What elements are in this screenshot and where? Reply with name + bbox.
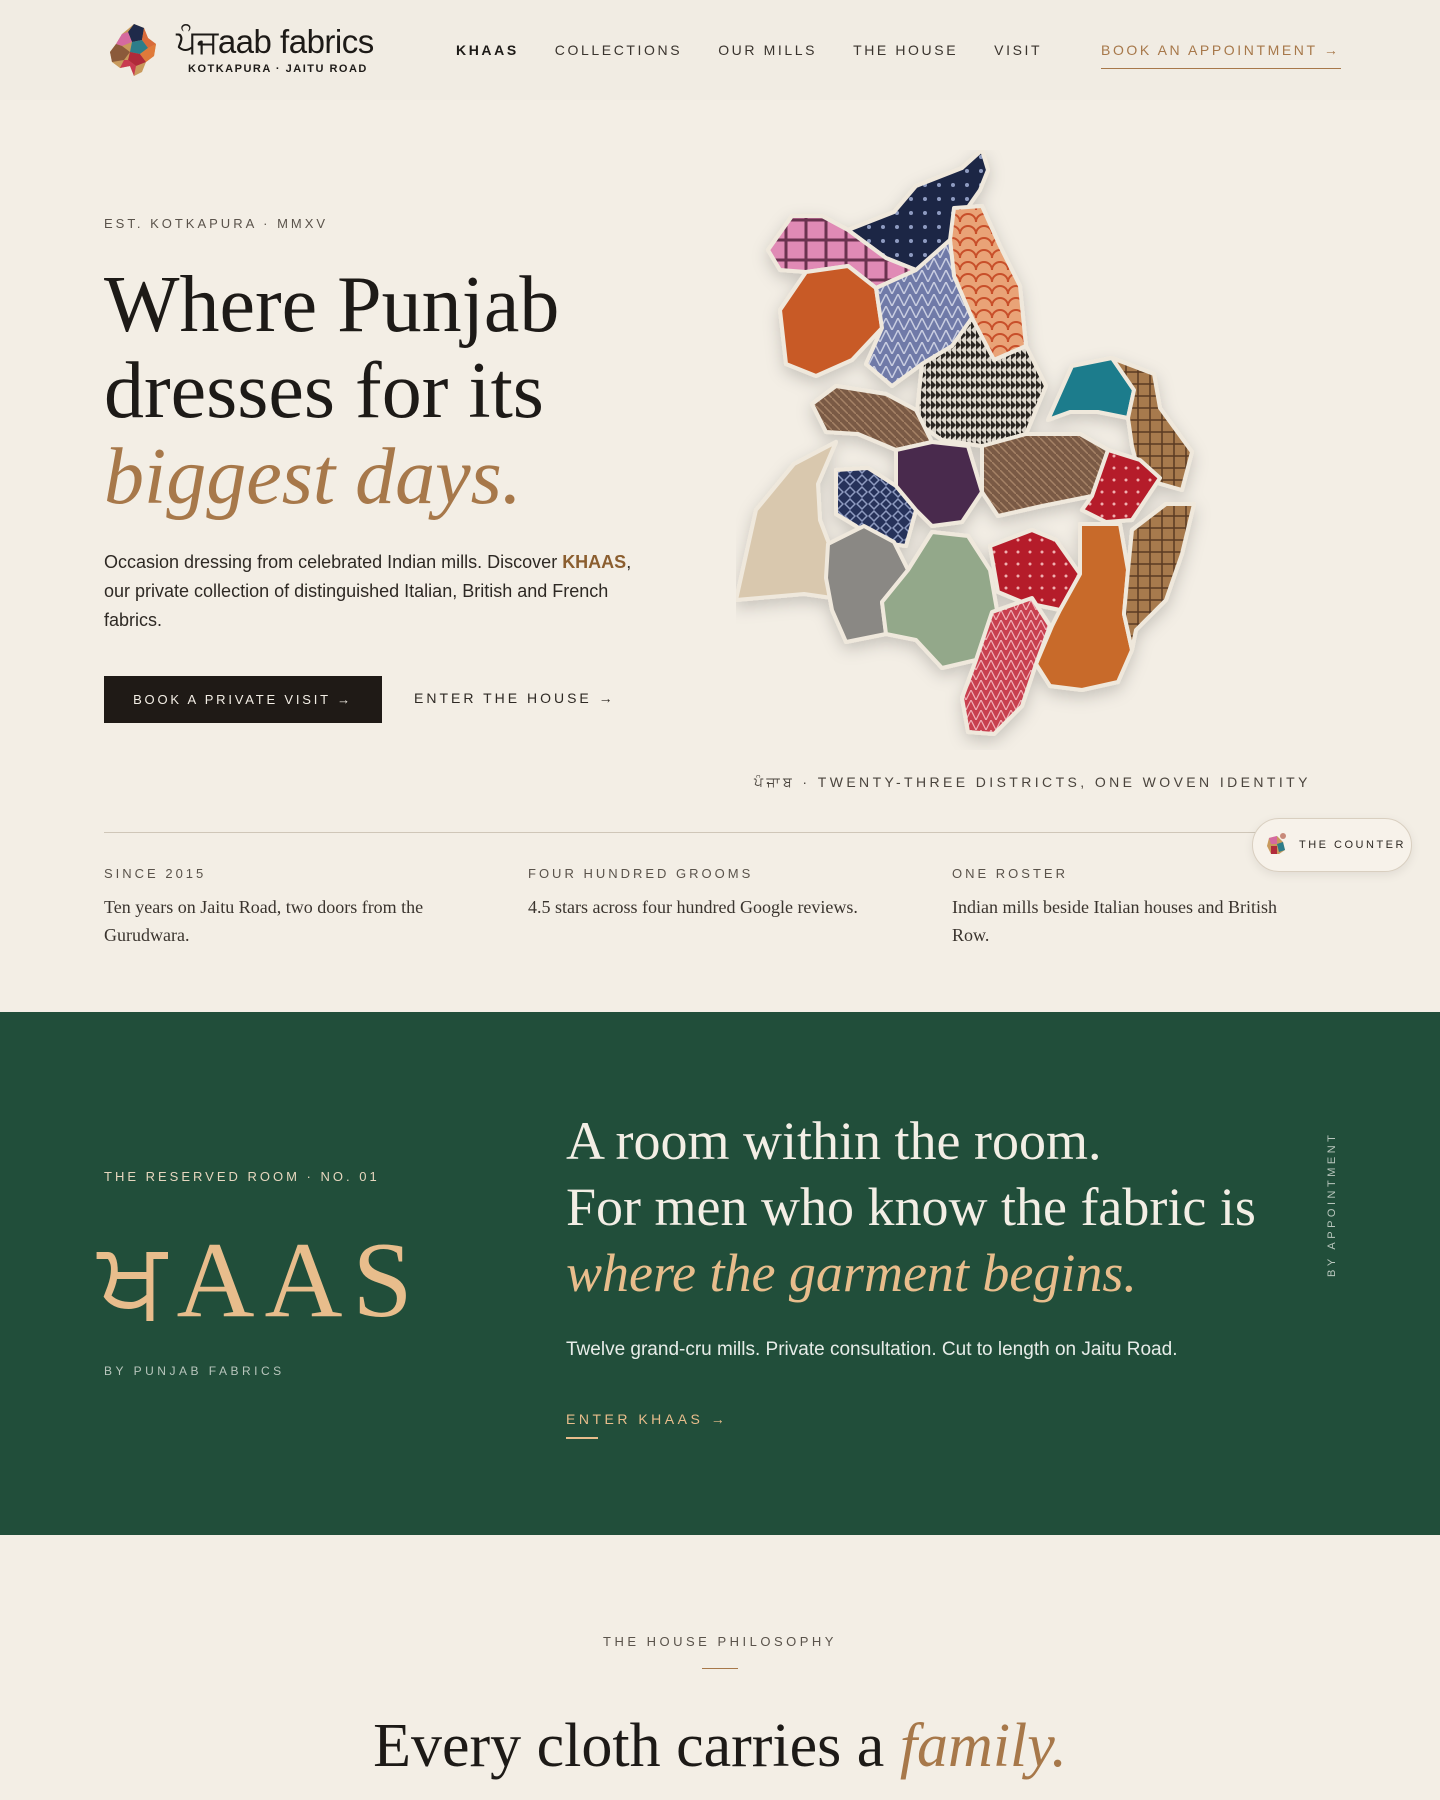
stat-since-2015 [104, 866, 464, 949]
khaas-section [0, 1012, 1440, 1535]
hero-title-accent: biggest days. [104, 433, 522, 521]
khaas-logo: ਖAAS [98, 1221, 423, 1340]
stat-text: 4.5 stars across four hundred Google reviews. [528, 897, 858, 917]
counter-map-icon [1263, 832, 1289, 858]
nav-item-visit[interactable]: VISIT [994, 42, 1043, 58]
khaas-title [566, 1108, 1326, 1306]
the-counter-button[interactable] [1252, 818, 1412, 872]
nav-item-collections[interactable]: COLLECTIONS [554, 42, 683, 58]
hero-title-line-1: Where Punjab [104, 261, 560, 349]
nav-item-khaas[interactable]: KHAAS [456, 42, 519, 58]
nav-item-the-house[interactable]: THE HOUSE [853, 42, 959, 58]
khaas-title-line-2: For men who know the fabric is [566, 1177, 1256, 1237]
punjab-map-logo-icon [104, 20, 164, 80]
philosophy-title [0, 1704, 1440, 1788]
stat-label: SINCE 2015 [104, 866, 207, 881]
hero-description [104, 548, 644, 635]
site-header [0, 0, 1440, 100]
main-nav [456, 42, 1042, 58]
hero-title-line-2: dresses for its [104, 347, 544, 435]
khaas-kicker: THE RESERVED ROOM · NO. 01 [104, 1169, 380, 1184]
hero-kicker: EST. KOTKAPURA · MMXV [104, 216, 329, 231]
philosophy-title-accent: family. [899, 1712, 1067, 1780]
stat-label: FOUR HUNDRED GROOMS [528, 866, 754, 881]
enter-khaas-underline [566, 1437, 598, 1439]
map-caption: ਪੰਜਾਬ · TWENTY-THREE DISTRICTS, ONE WOVEN IDENTITY [754, 774, 1311, 790]
logo[interactable] [104, 20, 374, 80]
hero-description-brand: KHAAS [562, 552, 627, 572]
enter-khaas-link[interactable]: ENTER KHAAS → [566, 1411, 729, 1427]
nav-item-our-mills[interactable]: OUR MILLS [718, 42, 818, 58]
enter-the-house-link[interactable]: ENTER THE HOUSE → [414, 690, 616, 706]
book-appointment-link[interactable]: BOOK AN APPOINTMENT → [1101, 42, 1341, 69]
stat-one-roster [952, 866, 1312, 949]
khaas-title-line-1: A room within the room. [566, 1111, 1102, 1171]
counter-label: THE COUNTER [1299, 839, 1406, 851]
philosophy-title-before: Every cloth carries a [373, 1712, 900, 1780]
stat-text: Indian mills beside Italian houses and British Row. [952, 897, 1277, 945]
khaas-byline: BY PUNJAB FABRICS [104, 1364, 285, 1378]
philosophy-kicker: THE HOUSE PHILOSOPHY [603, 1634, 837, 1649]
logo-subtitle: KOTKAPURA · JAITU ROAD [188, 63, 368, 75]
stat-text: Ten years on Jaitu Road, two doors from the Gurudwara. [104, 897, 424, 945]
section-divider [104, 832, 1336, 833]
hero-description-after: , our private collection of distinguished Italian, British and French fabrics. [104, 552, 632, 630]
punjab-fabric-map-image [736, 150, 1316, 750]
hero-description-before: Occasion dressing from celebrated Indian mills. Discover [104, 552, 563, 572]
stat-four-hundred-grooms [528, 866, 888, 921]
khaas-title-accent: where the garment begins. [566, 1243, 1137, 1303]
philosophy-rule [702, 1668, 738, 1669]
by-appointment-label: BY APPOINTMENT [1326, 1131, 1338, 1277]
book-private-visit-button[interactable]: BOOK A PRIVATE VISIT → [104, 676, 382, 723]
hero-title [104, 262, 664, 520]
logo-title: ਪੰਜaab fabrics [176, 23, 374, 60]
stat-label: ONE ROSTER [952, 866, 1068, 881]
khaas-description: Twelve grand-cru mills. Private consultation. Cut to length on Jaitu Road. [566, 1339, 1178, 1360]
